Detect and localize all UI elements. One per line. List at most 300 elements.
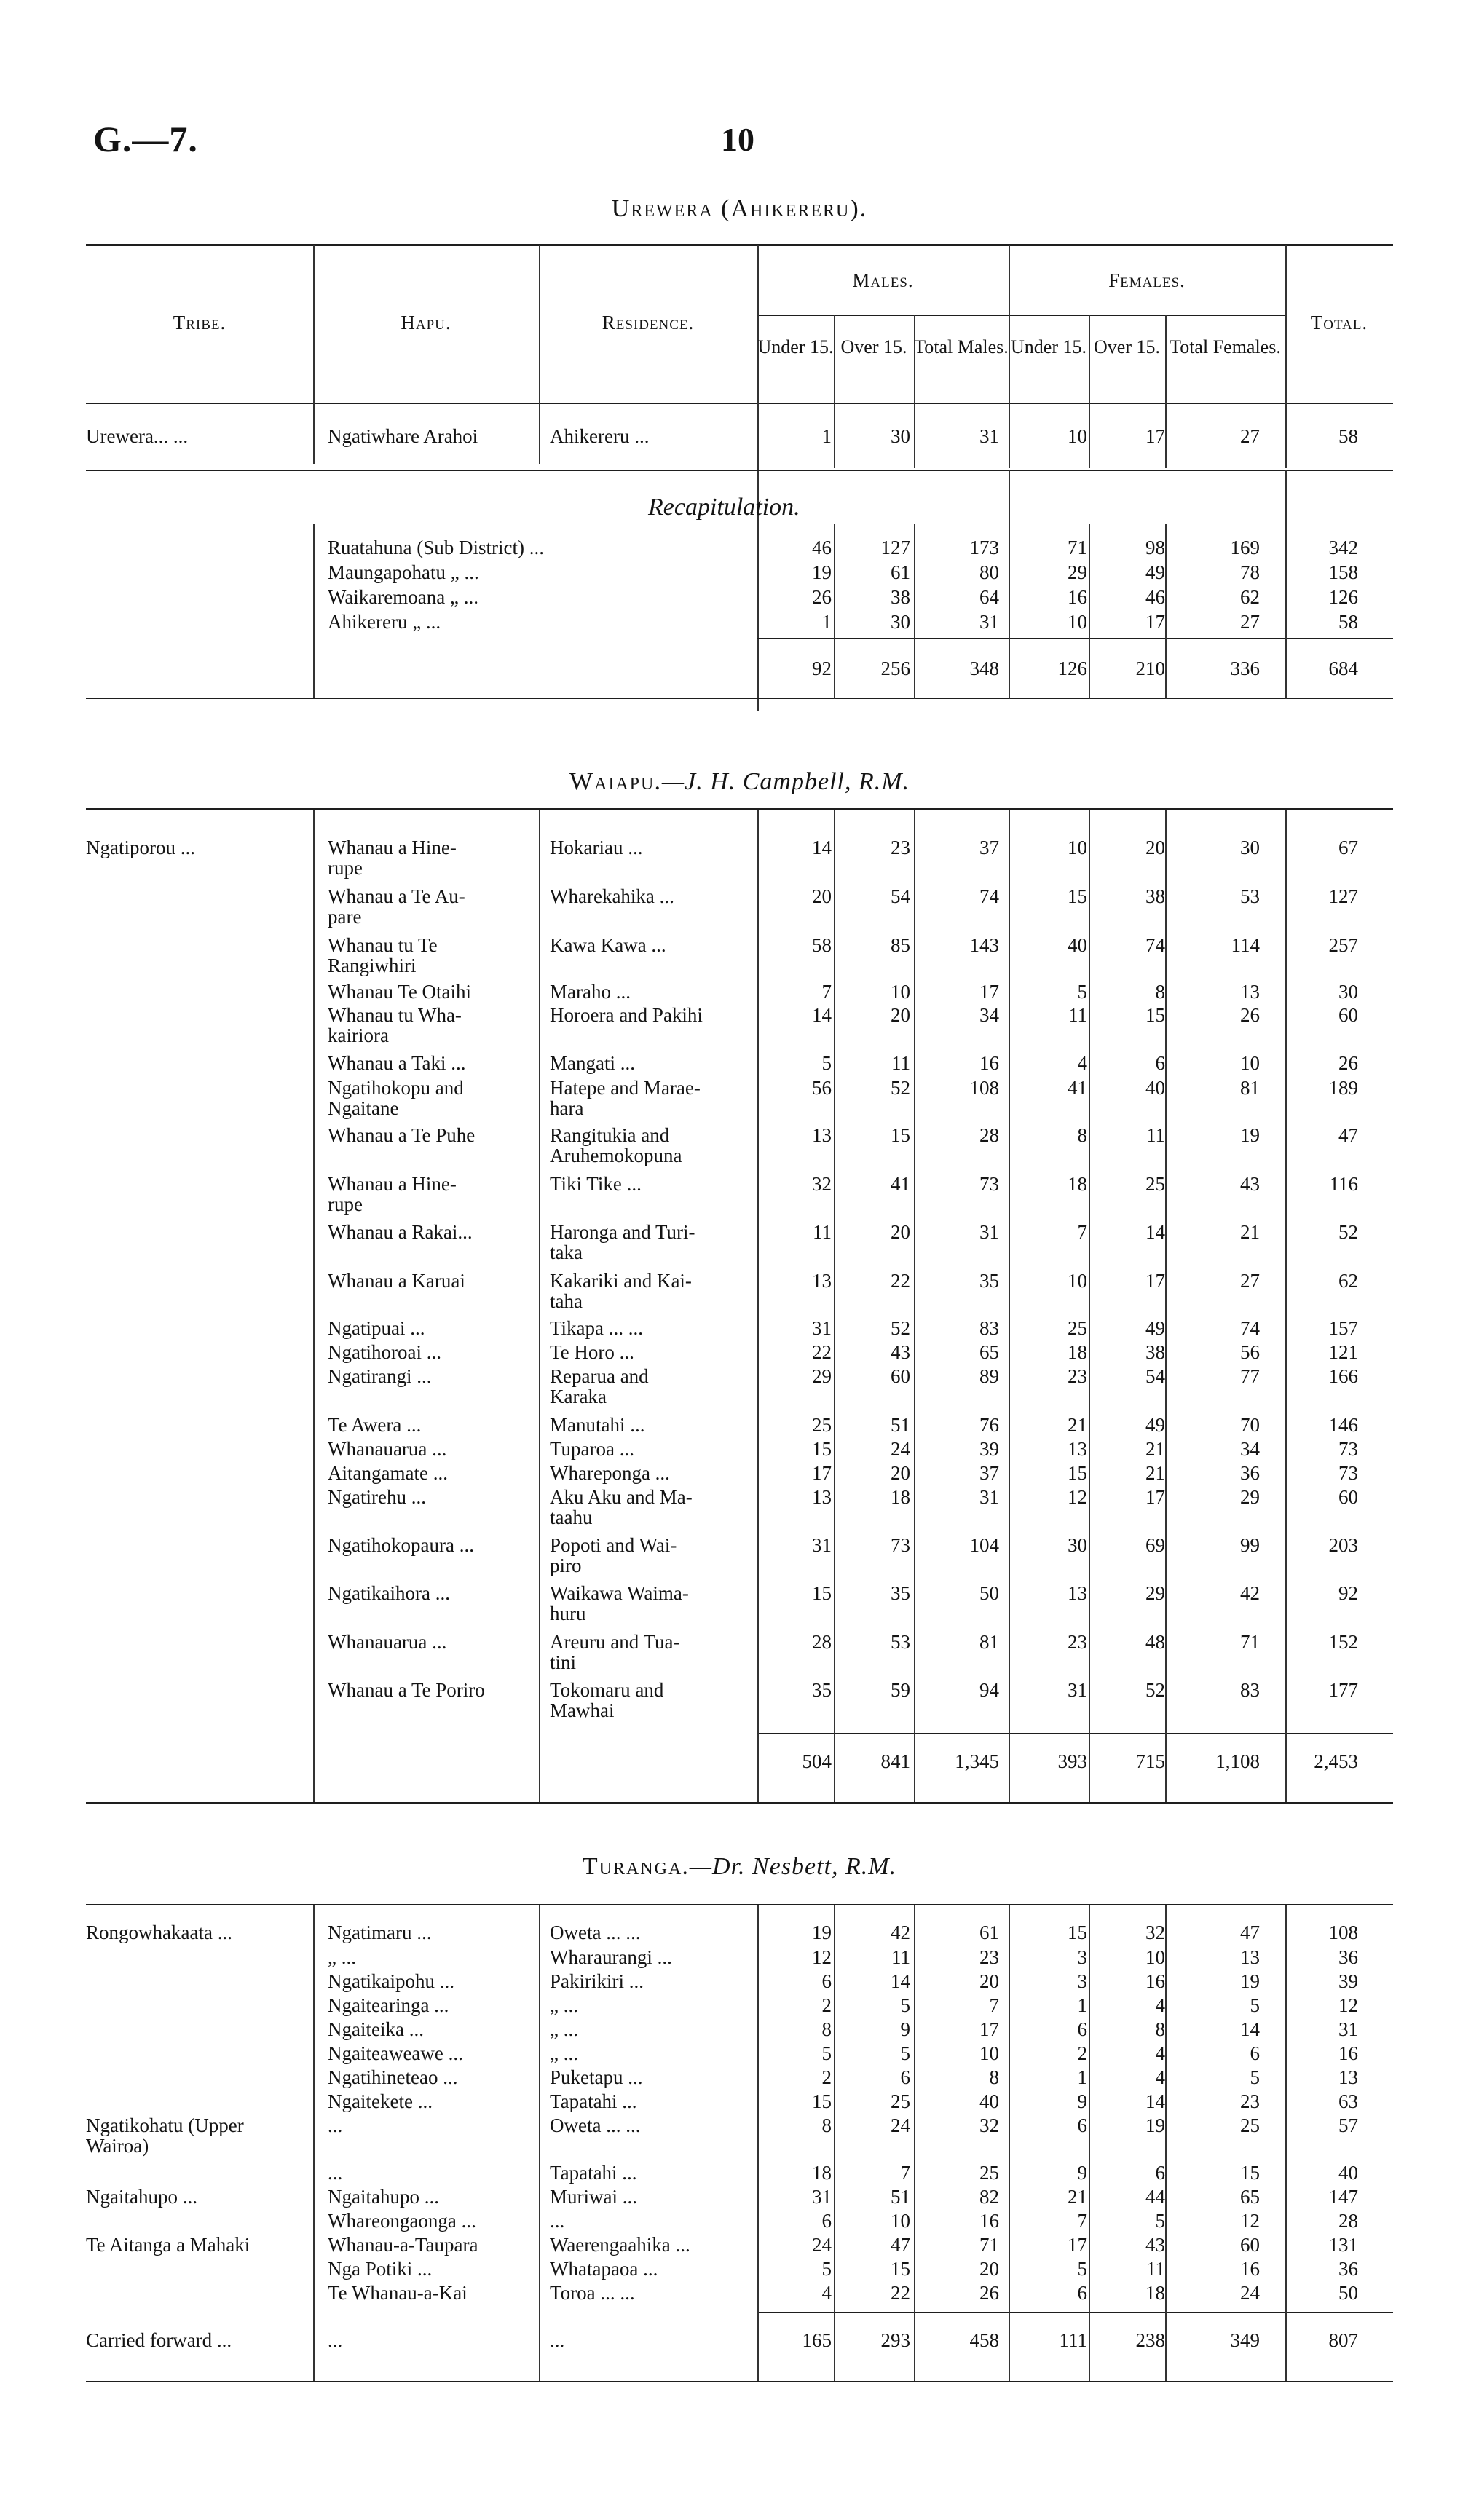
residence-cell: Wharekahika ... <box>550 885 674 907</box>
total-males-cell: 80 <box>979 561 999 583</box>
females-over-15-cell: 44 <box>1145 2186 1165 2208</box>
females-over-15-cell: 11 <box>1146 2258 1165 2280</box>
residence-cell: „ ... <box>550 2018 578 2040</box>
females-over-15-cell: 16 <box>1145 1970 1165 1992</box>
section-title-name: Waiapu <box>569 768 655 795</box>
males-under-15-cell: 56 <box>812 1077 832 1099</box>
females-under-15-cell: 18 <box>1068 1173 1087 1195</box>
hapu-cell: Ngatihokopu and Ngaitane <box>328 1077 464 1119</box>
hapu-cell: Nga Potiki ... <box>328 2258 433 2280</box>
col-divider <box>914 810 915 1802</box>
tribe-cell: Urewera... ... <box>86 425 189 447</box>
tribe-cell: Carried forward ... <box>86 2329 232 2351</box>
total-females-cell: 29 <box>1240 1486 1260 1508</box>
total-cell: 166 <box>1328 1365 1358 1387</box>
header-males: Males. <box>852 269 914 291</box>
females-under-15-cell: 7 <box>1077 2210 1087 2232</box>
total-males-cell: 16 <box>979 1052 999 1074</box>
total-cell: 116 <box>1329 1173 1358 1195</box>
header-males-over-15: Over 15. <box>840 336 907 358</box>
total-cell: 58 <box>1338 611 1358 633</box>
total-females-cell: 15 <box>1240 2162 1260 2184</box>
males-over-15-cell: 24 <box>891 2114 910 2136</box>
females-under-15-cell: 4 <box>1077 1052 1087 1074</box>
total-males-cell: 65 <box>979 1341 999 1363</box>
total-cell: 157 <box>1328 1317 1358 1339</box>
residence-cell: Horoera and Pakihi <box>550 1004 703 1026</box>
females-under-15-cell: 9 <box>1077 2090 1087 2112</box>
total-males-cell: 89 <box>979 1365 999 1387</box>
total-cell: 807 <box>1328 2329 1358 2351</box>
females-under-15-cell: 21 <box>1068 1414 1087 1436</box>
total-cell: 126 <box>1328 586 1358 608</box>
recap-label-cell: Waikaremoana „ ... <box>328 586 478 608</box>
total-females-cell: 21 <box>1240 1221 1260 1243</box>
males-under-15-cell: 92 <box>812 657 832 679</box>
hapu-cell: Whanauarua ... <box>328 1438 447 1460</box>
males-under-15-cell: 15 <box>812 1438 832 1460</box>
total-males-cell: 104 <box>969 1534 999 1556</box>
hapu-cell: Aitangamate ... <box>328 1462 448 1484</box>
total-females-cell: 26 <box>1240 1004 1260 1026</box>
total-females-cell: 60 <box>1240 2234 1260 2256</box>
total-cell: 158 <box>1328 561 1358 583</box>
total-cell: 58 <box>1338 425 1358 447</box>
residence-cell: Kakariki and Kai- taha <box>550 1270 692 1312</box>
col-divider <box>1285 470 1287 699</box>
tribe-cell: Ngatiporou ... <box>86 837 195 858</box>
hapu-cell: Ngaitahupo ... <box>328 2186 439 2208</box>
total-males-cell: 81 <box>979 1631 999 1653</box>
residence-cell: Whatapaoa ... <box>550 2258 658 2280</box>
total-males-cell: 34 <box>979 1004 999 1026</box>
col-divider <box>539 245 540 464</box>
females-under-15-cell: 31 <box>1068 1679 1087 1701</box>
residence-cell: „ ... <box>550 2042 578 2064</box>
total-males-cell: 143 <box>969 934 999 956</box>
residence-cell: Tiki Tike ... <box>550 1173 642 1195</box>
total-cell: 50 <box>1338 2282 1358 2304</box>
hapu-cell: Ngatikaihora ... <box>328 1582 450 1604</box>
total-females-cell: 19 <box>1240 1124 1260 1146</box>
total-females-cell: 71 <box>1240 1631 1260 1653</box>
males-over-15-cell: 35 <box>891 1582 910 1604</box>
females-under-15-cell: 15 <box>1068 1921 1087 1943</box>
total-males-cell: 76 <box>979 1414 999 1436</box>
section-title-waiapu <box>0 768 1479 796</box>
males-over-15-cell: 14 <box>891 1970 910 1992</box>
total-cell: 39 <box>1338 1970 1358 1992</box>
males-under-15-cell: 11 <box>813 1221 832 1243</box>
total-females-cell: 77 <box>1240 1365 1260 1387</box>
section-title-subtitle: .—J. H. Campbell, R.M. <box>655 768 910 795</box>
total-cell: 60 <box>1338 1004 1358 1026</box>
total-males-cell: 40 <box>979 2090 999 2112</box>
section-title-subtitle: (Ahikereru). <box>713 195 868 222</box>
females-under-15-cell: 41 <box>1068 1077 1087 1099</box>
males-over-15-cell: 23 <box>891 837 910 858</box>
hapu-cell: Ngatihoroai ... <box>328 1341 441 1363</box>
residence-cell: Tikapa ... ... <box>550 1317 644 1339</box>
total-males-cell: 23 <box>979 1946 999 1968</box>
females-under-15-cell: 18 <box>1068 1341 1087 1363</box>
header-total-females: Total Females. <box>1170 336 1281 358</box>
males-over-15-cell: 52 <box>891 1317 910 1339</box>
total-males-cell: 458 <box>969 2329 999 2351</box>
males-under-15-cell: 35 <box>812 1679 832 1701</box>
hapu-cell: ... <box>328 2329 343 2351</box>
sum-rule <box>757 1733 1393 1734</box>
females-over-15-cell: 74 <box>1145 934 1165 956</box>
col-divider <box>1009 810 1010 1802</box>
residence-cell: ... <box>550 2329 565 2351</box>
females-under-15-cell: 25 <box>1068 1317 1087 1339</box>
header-females: Females. <box>1108 269 1186 291</box>
hapu-cell: „ ... <box>328 1946 356 1968</box>
total-cell: 36 <box>1338 1946 1358 1968</box>
total-cell: 57 <box>1338 2114 1358 2136</box>
total-males-cell: 82 <box>979 2186 999 2208</box>
females-over-15-cell: 48 <box>1145 1631 1165 1653</box>
females-under-15-cell: 10 <box>1068 425 1087 447</box>
residence-cell: Oweta ... ... <box>550 1921 641 1943</box>
males-over-15-cell: 47 <box>891 2234 910 2256</box>
total-cell: 121 <box>1328 1341 1358 1363</box>
total-males-cell: 39 <box>979 1438 999 1460</box>
females-over-15-cell: 8 <box>1155 981 1165 1003</box>
females-over-15-cell: 32 <box>1145 1921 1165 1943</box>
females-under-15-cell: 1 <box>1077 2066 1087 2088</box>
total-cell: 60 <box>1338 1486 1358 1508</box>
total-cell: 73 <box>1338 1438 1358 1460</box>
total-males-cell: 37 <box>979 1462 999 1484</box>
hapu-cell: Whanau-a-Taupara <box>328 2234 478 2256</box>
females-over-15-cell: 14 <box>1145 1221 1165 1243</box>
females-over-15-cell: 6 <box>1155 2162 1165 2184</box>
col-divider <box>313 524 315 699</box>
females-under-15-cell: 2 <box>1077 2042 1087 2064</box>
males-under-15-cell: 29 <box>812 1365 832 1387</box>
residence-cell: Areuru and Tua- tini <box>550 1631 680 1673</box>
total-males-cell: 73 <box>979 1173 999 1195</box>
residence-cell: Oweta ... ... <box>550 2114 641 2136</box>
females-under-15-cell: 13 <box>1068 1438 1087 1460</box>
males-under-15-cell: 22 <box>812 1341 832 1363</box>
residence-cell: Pakirikiri ... <box>550 1970 644 1992</box>
col-divider <box>914 524 915 699</box>
header-females-under-15: Under 15. <box>1011 336 1086 358</box>
males-under-15-cell: 165 <box>802 2329 832 2351</box>
males-under-15-cell: 13 <box>812 1270 832 1292</box>
females-over-15-cell: 20 <box>1145 837 1165 858</box>
residence-cell: Rangitukia and Aruhemokopuna <box>550 1124 682 1166</box>
females-over-15-cell: 40 <box>1145 1077 1165 1099</box>
residence-cell: Te Horo ... <box>550 1341 634 1363</box>
tribe-cell: Ngatikohatu (Upper Wairoa) <box>86 2114 244 2157</box>
females-over-15-cell: 38 <box>1145 885 1165 907</box>
females-over-15-cell: 4 <box>1155 2042 1165 2064</box>
females-under-15-cell: 6 <box>1077 2114 1087 2136</box>
males-under-15-cell: 2 <box>821 1994 832 2016</box>
males-over-15-cell: 15 <box>891 2258 910 2280</box>
recap-label-cell: Ruatahuna (Sub District) ... <box>328 537 544 558</box>
males-under-15-cell: 46 <box>812 537 832 558</box>
hapu-cell: Whareongaonga ... <box>328 2210 476 2232</box>
total-females-cell: 27 <box>1240 425 1260 447</box>
males-over-15-cell: 5 <box>900 1994 910 2016</box>
hapu-cell: Ngaitearinga ... <box>328 1994 449 2016</box>
residence-cell: Popoti and Wai- piro <box>550 1534 677 1576</box>
total-females-cell: 114 <box>1231 934 1260 956</box>
recapitulation-title: Recapitulation. <box>648 494 800 521</box>
header-males-under-15: Under 15. <box>757 336 834 358</box>
females-over-15-cell: 21 <box>1145 1462 1165 1484</box>
section-rule <box>86 1802 1393 1804</box>
col-divider <box>1165 1905 1167 2381</box>
females-under-15-cell: 12 <box>1068 1486 1087 1508</box>
col-divider <box>1009 470 1010 699</box>
females-over-15-cell: 43 <box>1145 2234 1165 2256</box>
total-females-cell: 83 <box>1240 1679 1260 1701</box>
hapu-cell: Te Awera ... <box>328 1414 422 1436</box>
total-females-cell: 36 <box>1240 1462 1260 1484</box>
residence-cell: Reparua and Karaka <box>550 1365 649 1407</box>
total-males-cell: 74 <box>979 885 999 907</box>
females-over-15-cell: 238 <box>1135 2329 1165 2351</box>
total-cell: 342 <box>1328 537 1358 558</box>
table-bottom-rule <box>86 2381 1393 2382</box>
males-over-15-cell: 43 <box>891 1341 910 1363</box>
total-cell: 108 <box>1328 1921 1358 1943</box>
total-males-cell: 50 <box>979 1582 999 1604</box>
total-males-cell: 28 <box>979 1124 999 1146</box>
males-over-15-cell: 22 <box>891 2282 910 2304</box>
total-males-cell: 108 <box>969 1077 999 1099</box>
hapu-cell: Ngatikaipohu ... <box>328 1970 454 1992</box>
col-divider <box>1009 1905 1010 2381</box>
tribe-cell: Rongowhakaata ... <box>86 1921 232 1943</box>
col-divider <box>1285 245 1287 468</box>
total-females-cell: 43 <box>1240 1173 1260 1195</box>
total-females-cell: 14 <box>1240 2018 1260 2040</box>
residence-cell: „ ... <box>550 1994 578 2016</box>
hapu-cell: Whanau a Rakai... <box>328 1221 473 1243</box>
section-title-turanga <box>0 1853 1479 1881</box>
section-title-name: Turanga <box>582 1853 683 1880</box>
residence-cell: Toroa ... ... <box>550 2282 635 2304</box>
males-under-15-cell: 8 <box>821 2018 832 2040</box>
males-under-15-cell: 1 <box>821 611 832 633</box>
total-cell: 203 <box>1328 1534 1358 1556</box>
total-females-cell: 27 <box>1240 611 1260 633</box>
total-cell: 67 <box>1338 837 1358 858</box>
total-males-cell: 83 <box>979 1317 999 1339</box>
col-divider <box>313 245 315 464</box>
females-over-15-cell: 17 <box>1145 1486 1165 1508</box>
total-females-cell: 349 <box>1230 2329 1260 2351</box>
hapu-cell: Whanauarua ... <box>328 1631 447 1653</box>
total-females-cell: 34 <box>1240 1438 1260 1460</box>
males-over-15-cell: 61 <box>891 561 910 583</box>
females-over-15-cell: 98 <box>1145 537 1165 558</box>
total-females-cell: 99 <box>1240 1534 1260 1556</box>
hapu-cell: Ngaitekete ... <box>328 2090 433 2112</box>
females-over-15-cell: 29 <box>1145 1582 1165 1604</box>
females-over-15-cell: 15 <box>1145 1004 1165 1026</box>
females-over-15-cell: 69 <box>1145 1534 1165 1556</box>
residence-cell: Kawa Kawa ... <box>550 934 666 956</box>
total-males-cell: 10 <box>979 2042 999 2064</box>
males-under-15-cell: 7 <box>821 981 832 1003</box>
males-under-15-cell: 6 <box>821 2210 832 2232</box>
header-females-over-15: Over 15. <box>1094 336 1160 358</box>
females-under-15-cell: 1 <box>1077 1994 1087 2016</box>
total-cell: 2,453 <box>1314 1750 1358 1772</box>
col-divider <box>757 245 759 711</box>
females-under-15-cell: 6 <box>1077 2018 1087 2040</box>
hapu-cell: Whanau a Hine- rupe <box>328 837 457 879</box>
males-under-15-cell: 8 <box>821 2114 832 2136</box>
females-over-15-cell: 17 <box>1145 611 1165 633</box>
total-cell: 28 <box>1338 2210 1358 2232</box>
total-males-cell: 20 <box>979 2258 999 2280</box>
total-males-cell: 17 <box>979 981 999 1003</box>
hapu-cell: Te Whanau-a-Kai <box>328 2282 468 2304</box>
males-under-15-cell: 25 <box>812 1414 832 1436</box>
total-cell: 63 <box>1338 2090 1358 2112</box>
recap-sum-rule <box>757 638 1393 639</box>
hapu-cell: Ngatimaru ... <box>328 1921 432 1943</box>
females-over-15-cell: 49 <box>1145 1317 1165 1339</box>
total-males-cell: 348 <box>969 657 999 679</box>
total-females-cell: 5 <box>1250 1994 1260 2016</box>
males-under-15-cell: 32 <box>812 1173 832 1195</box>
total-cell: 73 <box>1338 1462 1358 1484</box>
total-cell: 30 <box>1338 981 1358 1003</box>
hapu-cell: Ngatirehu ... <box>328 1486 426 1508</box>
total-females-cell: 13 <box>1240 1946 1260 1968</box>
col-divider <box>1089 1905 1090 2381</box>
males-under-15-cell: 31 <box>812 1317 832 1339</box>
hapu-cell: Whanau a Te Au- pare <box>328 885 465 928</box>
residence-cell: ... <box>550 2210 565 2232</box>
hapu-cell: ... <box>328 2114 343 2136</box>
total-males-cell: 1,345 <box>955 1750 999 1772</box>
hapu-cell: ... <box>328 2162 343 2184</box>
males-over-15-cell: 127 <box>880 537 910 558</box>
total-females-cell: 10 <box>1240 1052 1260 1074</box>
total-cell: 40 <box>1338 2162 1358 2184</box>
residence-cell: Puketapu ... <box>550 2066 643 2088</box>
males-over-15-cell: 25 <box>891 2090 910 2112</box>
females-under-15-cell: 21 <box>1068 2186 1087 2208</box>
females-over-15-cell: 18 <box>1145 2282 1165 2304</box>
females-under-15-cell: 10 <box>1068 837 1087 858</box>
header-bottom-rule <box>86 403 1393 404</box>
females-under-15-cell: 17 <box>1068 2234 1087 2256</box>
col-divider <box>834 810 835 1802</box>
total-cell: 12 <box>1338 1994 1358 2016</box>
total-females-cell: 5 <box>1250 2066 1260 2088</box>
males-over-15-cell: 20 <box>891 1004 910 1026</box>
females-under-15-cell: 10 <box>1068 611 1087 633</box>
males-under-15-cell: 1 <box>821 425 832 447</box>
residence-cell: Tokomaru and Mawhai <box>550 1679 664 1721</box>
hapu-cell: Whanau a Taki ... <box>328 1052 466 1074</box>
males-under-15-cell: 15 <box>812 2090 832 2112</box>
females-over-15-cell: 49 <box>1145 1414 1165 1436</box>
col-divider <box>1165 524 1167 699</box>
hapu-cell: Ngaiteaweawe ... <box>328 2042 463 2064</box>
females-under-15-cell: 3 <box>1077 1970 1087 1992</box>
col-divider <box>1285 1905 1287 2381</box>
col-divider <box>1165 810 1167 1802</box>
header-tribe: Tribe. <box>173 312 226 333</box>
hapu-cell: Ngatipuai ... <box>328 1317 425 1339</box>
females-over-15-cell: 38 <box>1145 1341 1165 1363</box>
residence-cell: Wharaurangi ... <box>550 1946 672 1968</box>
total-females-cell: 19 <box>1240 1970 1260 1992</box>
total-cell: 16 <box>1338 2042 1358 2064</box>
males-under-15-cell: 20 <box>812 885 832 907</box>
males-over-15-cell: 54 <box>891 885 910 907</box>
col-divider <box>834 1905 835 2381</box>
females-under-15-cell: 126 <box>1057 657 1087 679</box>
total-males-cell: 71 <box>979 2234 999 2256</box>
total-females-cell: 16 <box>1240 2258 1260 2280</box>
males-under-15-cell: 28 <box>812 1631 832 1653</box>
total-females-cell: 56 <box>1240 1341 1260 1363</box>
total-cell: 13 <box>1338 2066 1358 2088</box>
females-over-15-cell: 5 <box>1155 2210 1165 2232</box>
males-under-15-cell: 14 <box>812 1004 832 1026</box>
col-divider <box>757 1905 759 2381</box>
total-males-cell: 94 <box>979 1679 999 1701</box>
females-over-15-cell: 25 <box>1145 1173 1165 1195</box>
total-cell: 131 <box>1328 2234 1358 2256</box>
hapu-cell: Ngatihokopaura ... <box>328 1534 474 1556</box>
females-over-15-cell: 715 <box>1135 1750 1165 1772</box>
table-top-rule <box>86 808 1393 810</box>
total-females-cell: 24 <box>1240 2282 1260 2304</box>
males-under-15-cell: 12 <box>812 1946 832 1968</box>
page-number: 10 <box>721 121 754 158</box>
males-over-15-cell: 20 <box>891 1221 910 1243</box>
hapu-cell: Whanau a Hine- rupe <box>328 1173 457 1215</box>
males-under-15-cell: 5 <box>821 2258 832 2280</box>
total-males-cell: 8 <box>989 2066 999 2088</box>
col-divider <box>539 810 540 1802</box>
total-cell: 147 <box>1328 2186 1358 2208</box>
total-cell: 257 <box>1328 934 1358 956</box>
total-females-cell: 47 <box>1240 1921 1260 1943</box>
males-over-15-cell: 10 <box>891 2210 910 2232</box>
females-over-15-cell: 52 <box>1145 1679 1165 1701</box>
section-rule <box>86 470 1393 471</box>
males-over-15-cell: 11 <box>891 1946 910 1968</box>
header-group-rule <box>757 315 1285 316</box>
hapu-cell: Whanau a Karuai <box>328 1270 465 1292</box>
col-divider <box>1285 810 1287 1802</box>
males-under-15-cell: 26 <box>812 586 832 608</box>
total-males-cell: 31 <box>979 1486 999 1508</box>
females-under-15-cell: 30 <box>1068 1534 1087 1556</box>
females-under-15-cell: 3 <box>1077 1946 1087 1968</box>
total-females-cell: 169 <box>1230 537 1260 558</box>
total-females-cell: 12 <box>1240 2210 1260 2232</box>
section-rule <box>86 698 1393 699</box>
total-males-cell: 64 <box>979 586 999 608</box>
